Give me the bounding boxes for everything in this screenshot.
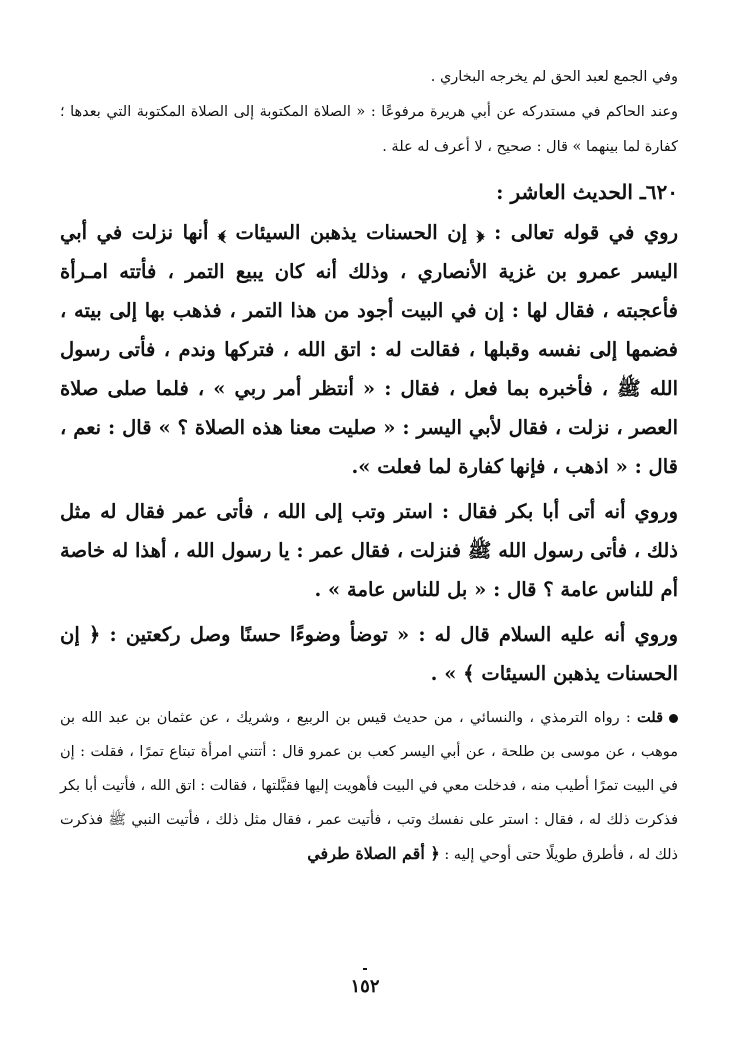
bullet-icon (669, 714, 678, 723)
note-label: قلت (637, 709, 664, 726)
document-page (60, 60, 678, 1022)
hadith-paragraph-3: وروي أنه عليه السلام قال له : « توضأ وضوءًا حسنًا وصل ركعتين : ﴿ إن الحسنات يذهبن السيئات ﴾ » . (60, 623, 678, 685)
hadith-paragraph-1: روي في قوله تعالى : ﴿ إن الحسنات يذهبن السيئات ﴾ أنها نزلت في أبي اليسر عمرو بن غزية الأنصاري ، وذلك أنه كان يبيع التمر ، فأتته امـرأة فأعجبته ، فقال لها : إن في البيت أجود من هذا التمر ، فذهب بها إلى بيته ، فضمها إلى نفسه وقبلها ، فقالت له : اتق الله ، فتركها وندم ، فأتى رسول الله ﷺ ، فأخبره بما فعل ، فقال : « أنتظر أمر ربي » ، فلما صلى صلاة العصر ، نزلت ، فقال لأبي اليسر : « صليت معنا هذه الصلاة ؟ » قال : نعم ، قال : « اذهب ، فإنها كفارة لما فعلت ». (60, 221, 678, 478)
hadith-paragraph-2: وروي أنه أتى أبا بكر فقال : استر وتب إلى الله ، فأتى عمر فقال له مثل ذلك ، فأتى رسول الله ﷺ فنزلت ، فقال عمر : يا رسول الله ، أهذا له خاصة أم للناس عامة ؟ قال : « بل للناس عامة » . (60, 500, 678, 601)
quran-quote-continuation: ﴿ أقم الصلاة طرفي (307, 844, 440, 863)
note-line-1: وفي الجمع لعبد الحق لم يخرجه البخاري . (430, 69, 678, 85)
commentary-note (60, 701, 678, 872)
note-line-2: وعند الحاكم في مستدركه عن أبي هريرة مرفوعًا : « الصلاة المكتوبة إلى الصلاة المكتوبة التي بعدها ؛ كفارة لما بينهما » قال : صحيح ، لا أعرف له علة . (60, 104, 678, 155)
note-text: : رواه الترمذي ، والنسائي ، من حديث قيس بن الربيع ، وشريك ، عن عثمان بن عبد الله بن موهب ، عن موسى بن طلحة ، عن أبي اليسر كعب بن عمرو قال : أتتني امرأة تبتاع تمرًا ، فقلت : إن في البيت تمرًا أطيب منه ، فدخلت معي في البيت فأهويت إليها فقبَّلتها ، فقالت : اتق الله ، فأتيت أبا بكر فذكرت ذلك له ، فقال : استر على نفسك وتب ، فأتيت عمر ، فقال مثل ذلك ، فأتيت النبي ﷺ فذكرت ذلك له ، فأطرق طويلًا حتى أوحي إليه : (60, 710, 678, 863)
page-number: ١٥٢ (0, 968, 730, 997)
hadith-heading: ٦٢٠ـ الحديث العاشر : (496, 180, 678, 204)
